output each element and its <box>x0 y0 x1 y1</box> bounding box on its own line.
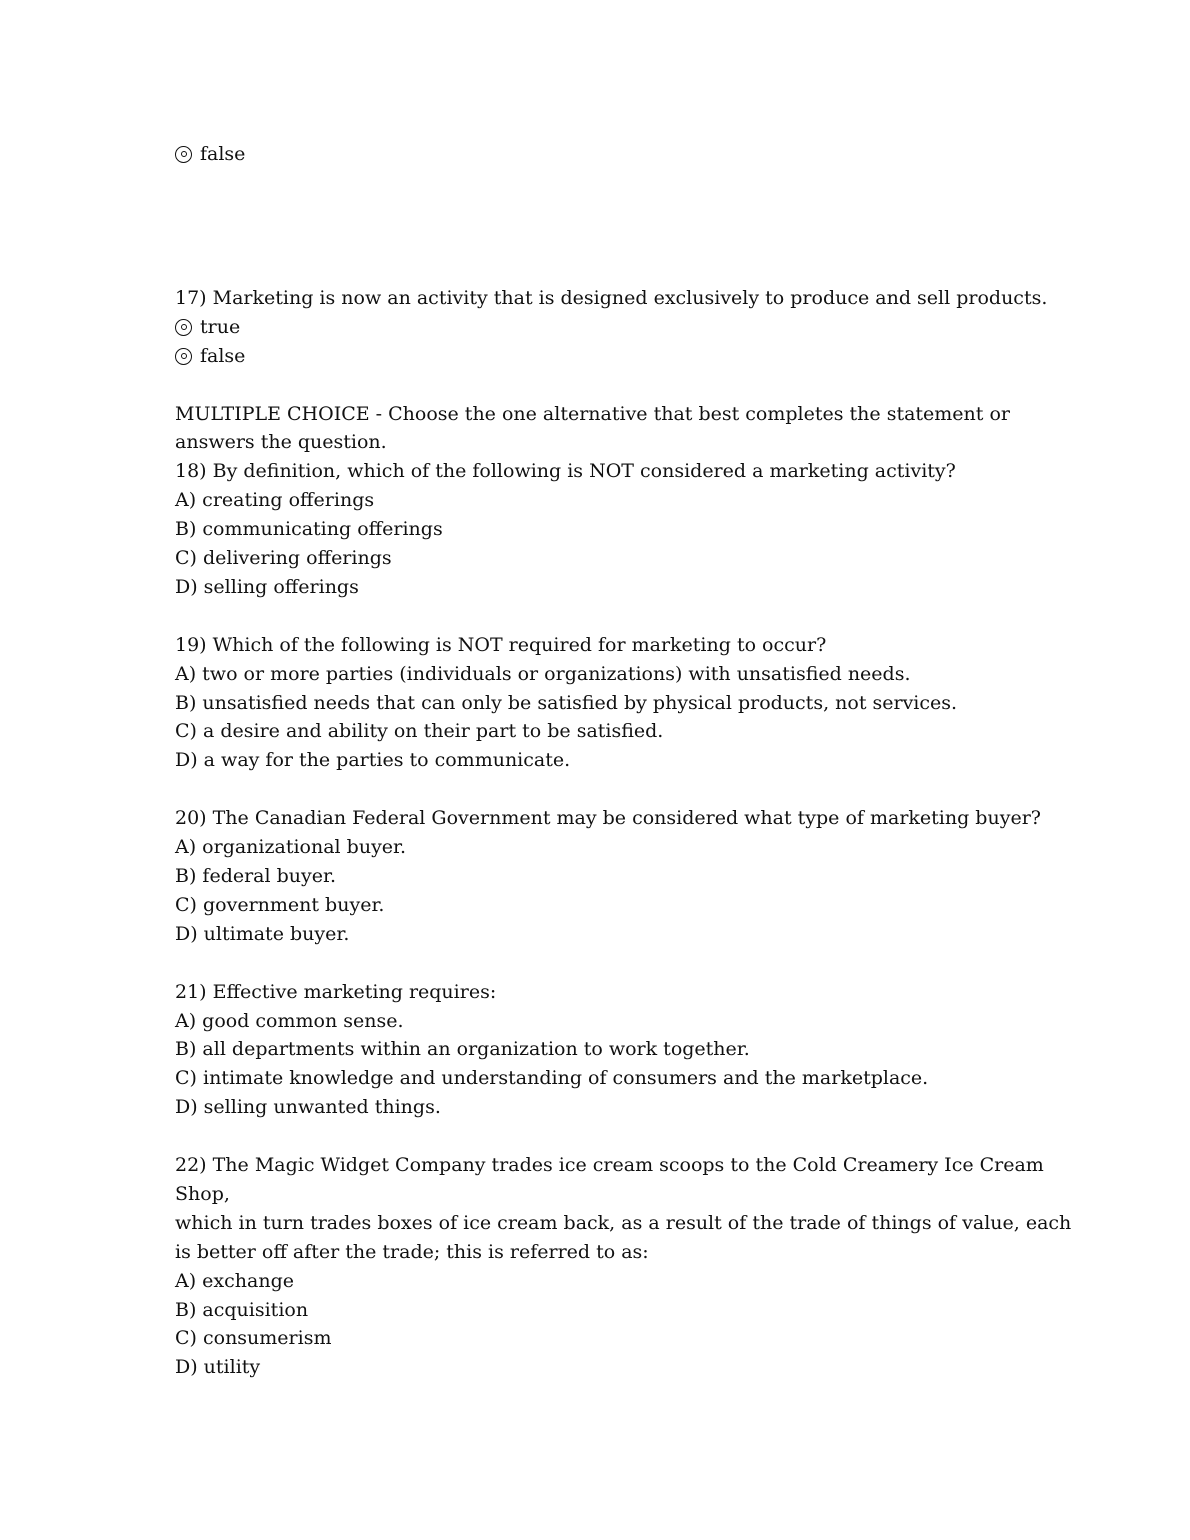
section-heading-line-2: answers the question. <box>175 431 387 454</box>
question-21-option-d: D) selling unwanted things. <box>175 1096 441 1119</box>
question-18 <box>175 457 1035 602</box>
question-21 <box>175 978 1035 1123</box>
document-page <box>175 140 1072 1382</box>
section-heading <box>175 400 1035 458</box>
q17-option-true-label: true <box>200 315 241 338</box>
q16-option-false[interactable] <box>175 140 1035 169</box>
section-heading-line-1: MULTIPLE CHOICE - Choose the one alternative that best completes the statement or <box>175 402 1010 425</box>
question-18-option-a: A) creating offerings <box>175 489 375 512</box>
question-21-option-a: A) good common sense. <box>175 1009 404 1032</box>
question-18-option-d: D) selling offerings <box>175 575 359 598</box>
question-17 <box>175 284 1048 371</box>
question-18-option-b: B) communicating offerings <box>175 518 443 541</box>
question-19-option-c: C) a desire and ability on their part to be satisfied. <box>175 720 664 743</box>
spacer <box>175 169 1035 284</box>
q17-option-false[interactable] <box>175 342 1035 371</box>
question-20-option-c: C) government buyer. <box>175 893 385 916</box>
question-21-option-c: C) intimate knowledge and understanding of consumers and the marketplace. <box>175 1067 929 1090</box>
question-18-text: 18) By definition, which of the following is NOT considered a marketing activity? <box>175 460 956 483</box>
spacer <box>175 371 1035 400</box>
radio-icon <box>175 348 192 365</box>
question-21-text: 21) Effective marketing requires: <box>175 980 497 1003</box>
question-20-option-d: D) ultimate buyer. <box>175 922 350 945</box>
question-19-option-d: D) a way for the parties to communicate. <box>175 749 571 772</box>
question-22-text-line-1: 22) The Magic Widget Company trades ice cream scoops to the Cold Creamery Ice Cream <box>175 1154 1044 1177</box>
spacer <box>175 949 1035 978</box>
radio-icon <box>175 146 192 163</box>
spacer <box>175 602 1035 631</box>
question-19-option-a: A) two or more parties (individuals or organizations) with unsatisfied needs. <box>175 662 911 685</box>
question-22-option-b: B) acquisition <box>175 1298 309 1321</box>
question-20-option-b: B) federal buyer. <box>175 864 337 887</box>
question-22-text-line-3: which in turn trades boxes of ice cream back, as a result of the trade of things of value, each <box>175 1211 1072 1234</box>
q16-option-false-label: false <box>200 143 246 165</box>
question-22 <box>175 1151 1072 1382</box>
question-20-option-a: A) organizational buyer. <box>175 836 407 859</box>
spacer <box>175 1122 1035 1151</box>
question-22-option-a: A) exchange <box>175 1269 294 1292</box>
spacer <box>175 775 1035 804</box>
question-22-text-line-4: is better off after the trade; this is referred to as: <box>175 1240 649 1263</box>
question-21-option-b: B) all departments within an organization to work together. <box>175 1038 750 1061</box>
question-20 <box>175 804 1041 949</box>
question-20-text: 20) The Canadian Federal Government may be considered what type of marketing buyer? <box>175 807 1041 830</box>
question-22-text-line-2: Shop, <box>175 1182 230 1205</box>
question-22-option-c: C) consumerism <box>175 1327 332 1350</box>
q17-option-false-label: false <box>200 344 246 367</box>
question-19-text: 19) Which of the following is NOT required for marketing to occur? <box>175 633 827 656</box>
question-19-option-b: B) unsatisfied needs that can only be satisfied by physical products, not services. <box>175 691 958 714</box>
q17-option-true[interactable] <box>175 313 1035 342</box>
radio-icon <box>175 319 192 336</box>
question-19 <box>175 631 1035 776</box>
question-22-option-d: D) utility <box>175 1356 261 1379</box>
question-17-text: 17) Marketing is now an activity that is designed exclusively to produce and sell products. <box>175 286 1048 309</box>
question-18-option-c: C) delivering offerings <box>175 547 392 570</box>
